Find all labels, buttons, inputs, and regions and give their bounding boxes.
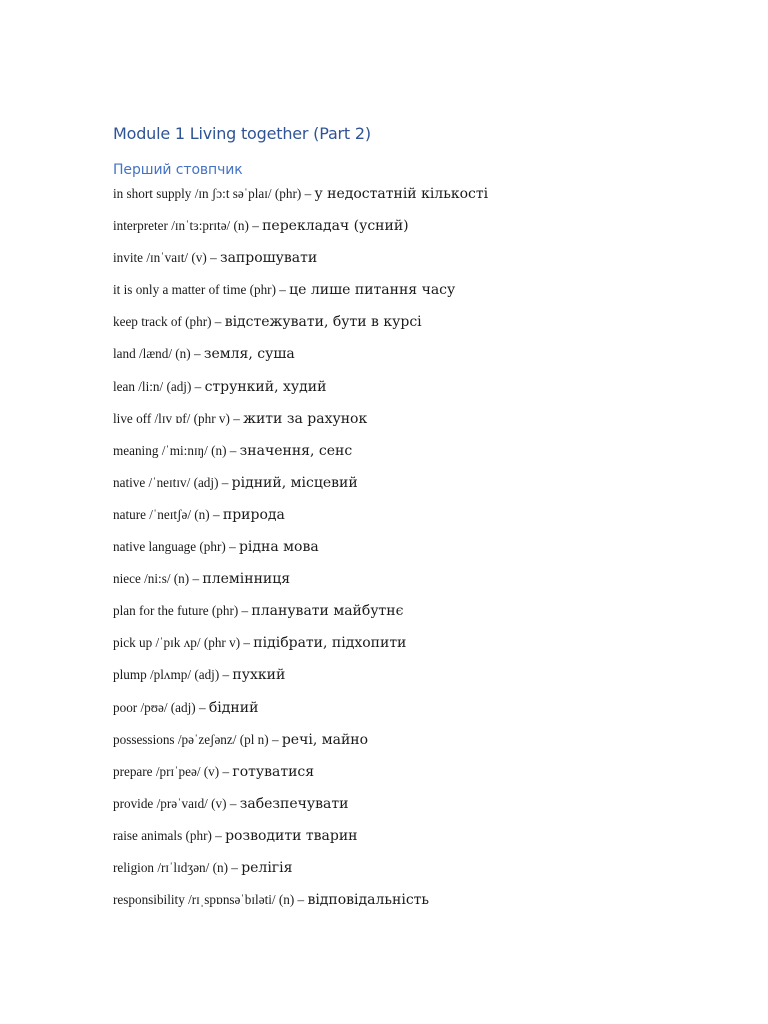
- entry-term: meaning /ˈmi:nɪŋ/ (n): [113, 442, 227, 458]
- entry-separator: –: [294, 892, 308, 908]
- entry-separator: –: [226, 442, 240, 458]
- entry-term: live off /lɪv ɒf/ (phr v): [113, 410, 230, 426]
- entry-separator: –: [240, 635, 254, 651]
- entry-separator: –: [248, 218, 263, 234]
- entry-term: niece /ni:s/ (n): [113, 571, 190, 587]
- entry-separator: –: [189, 571, 203, 587]
- vocabulary-entry: [113, 409, 488, 441]
- entry-term: native language (phr): [113, 539, 226, 555]
- vocabulary-entry: [113, 248, 488, 280]
- vocabulary-entry: [113, 665, 488, 697]
- entry-translation: пухкий: [232, 667, 286, 684]
- entry-separator: –: [190, 346, 204, 362]
- entry-translation: земля, суша: [203, 346, 295, 363]
- entry-translation: племінниця: [202, 571, 291, 588]
- entry-term: keep track of (phr): [113, 314, 212, 330]
- entry-separator: –: [275, 282, 290, 298]
- entry-separator: –: [301, 186, 315, 201]
- vocabulary-entry: [113, 505, 488, 537]
- entry-separator: –: [229, 410, 244, 426]
- entry-separator: –: [211, 314, 225, 330]
- vocabulary-entry: [113, 601, 488, 633]
- entry-separator: –: [228, 859, 242, 875]
- entry-term: it is only a matter of time (phr): [113, 282, 276, 298]
- entry-translation: розводити тварин: [225, 827, 358, 844]
- entry-separator: –: [238, 603, 252, 619]
- entry-separator: –: [219, 667, 233, 683]
- entry-term: raise animals (phr): [113, 827, 212, 843]
- vocabulary-entry: [113, 698, 488, 730]
- entry-separator: –: [218, 474, 232, 490]
- entry-translation: відповідальність: [307, 892, 430, 909]
- entry-separator: –: [206, 250, 220, 266]
- vocabulary-entry: [113, 184, 488, 216]
- entry-translation: відстежувати, бути в курсі: [224, 314, 422, 331]
- entry-term: provide /prəˈvaɪd/ (v): [113, 795, 227, 811]
- entry-separator: –: [219, 763, 233, 779]
- vocabulary-entry: [113, 730, 488, 762]
- vocabulary-entry: [113, 537, 488, 569]
- entry-term: invite /ɪnˈvaɪt/ (v): [113, 250, 207, 266]
- entry-separator: –: [195, 699, 209, 715]
- entry-translation: перекладач (усний): [262, 218, 409, 235]
- entry-translation: у недостатній кількості: [314, 186, 489, 202]
- entry-separator: –: [191, 378, 205, 394]
- entry-translation: значення, сенс: [239, 442, 353, 459]
- entry-term: nature /ˈneɪtʃə/ (n): [113, 506, 210, 522]
- entry-term: possessions /pəˈzeʃənz/ (pl n): [113, 731, 269, 747]
- entry-translation: запрошувати: [219, 250, 318, 267]
- vocabulary-entry: [113, 280, 488, 312]
- entry-translation: готуватися: [232, 763, 315, 780]
- entry-separator: –: [211, 827, 226, 843]
- vocabulary-entry: [113, 762, 488, 794]
- vocabulary-entry: [113, 344, 488, 376]
- entry-translation: стрункий, худий: [204, 378, 327, 395]
- entry-term: native /ˈneɪtɪv/ (adj): [113, 474, 219, 490]
- entry-translation: підібрати, підхопити: [253, 635, 407, 652]
- entry-translation: бідний: [208, 699, 259, 716]
- entry-translation: речі, майно: [281, 731, 369, 748]
- entry-translation: це лише питання часу: [289, 282, 456, 299]
- entry-separator: –: [209, 506, 223, 522]
- entry-term: religion /rɪˈlɪdʒən/ (n): [113, 859, 228, 875]
- entry-term: plump /plʌmp/ (adj): [113, 667, 220, 683]
- entry-translation: забезпечувати: [239, 795, 349, 812]
- vocabulary-entry: [113, 473, 488, 505]
- entry-translation: релігія: [241, 859, 293, 876]
- entry-term: interpreter /ɪnˈtɜ:prɪtə/ (n): [113, 218, 249, 234]
- vocabulary-entry: [113, 216, 488, 248]
- entry-translation: рідний, місцевий: [231, 474, 358, 491]
- vocabulary-entry: [113, 794, 488, 826]
- vocabulary-entry: [113, 441, 488, 473]
- entry-term: lean /li:n/ (adj): [113, 378, 192, 394]
- entry-term: prepare /prɪˈpeə/ (v): [113, 763, 220, 779]
- entry-term: plan for the future (phr): [113, 603, 239, 619]
- section-heading: Перший стовпчик: [113, 162, 243, 178]
- vocabulary-entry: [113, 569, 488, 601]
- entry-translation: планувати майбутнє: [251, 603, 404, 620]
- entry-term: pick up /ˈpɪk ʌp/ (phr v): [113, 635, 241, 651]
- vocabulary-entry: [113, 890, 488, 922]
- entry-separator: –: [226, 795, 240, 811]
- entry-separator: –: [268, 731, 282, 747]
- entry-translation: рідна мова: [238, 539, 319, 556]
- vocabulary-entry: [113, 377, 488, 409]
- document-title: Module 1 Living together (Part 2): [113, 124, 371, 143]
- entry-term: responsibility /rɪˌspɒnsəˈbɪləti/ (n): [113, 892, 295, 908]
- entry-term: land /lænd/ (n): [113, 346, 191, 362]
- entry-separator: –: [225, 539, 239, 555]
- entry-translation: жити за рахунок: [243, 410, 368, 427]
- entry-term: poor /pʊə/ (adj): [113, 699, 196, 715]
- vocabulary-entry: [113, 826, 488, 858]
- vocabulary-entry: [113, 633, 488, 665]
- vocabulary-entry: [113, 858, 488, 890]
- vocabulary-list: [113, 184, 488, 922]
- vocabulary-entry: [113, 312, 488, 344]
- entry-term: in short supply /ɪn ʃɔ:t səˈplaɪ/ (phr): [113, 186, 302, 201]
- entry-translation: природа: [222, 506, 285, 523]
